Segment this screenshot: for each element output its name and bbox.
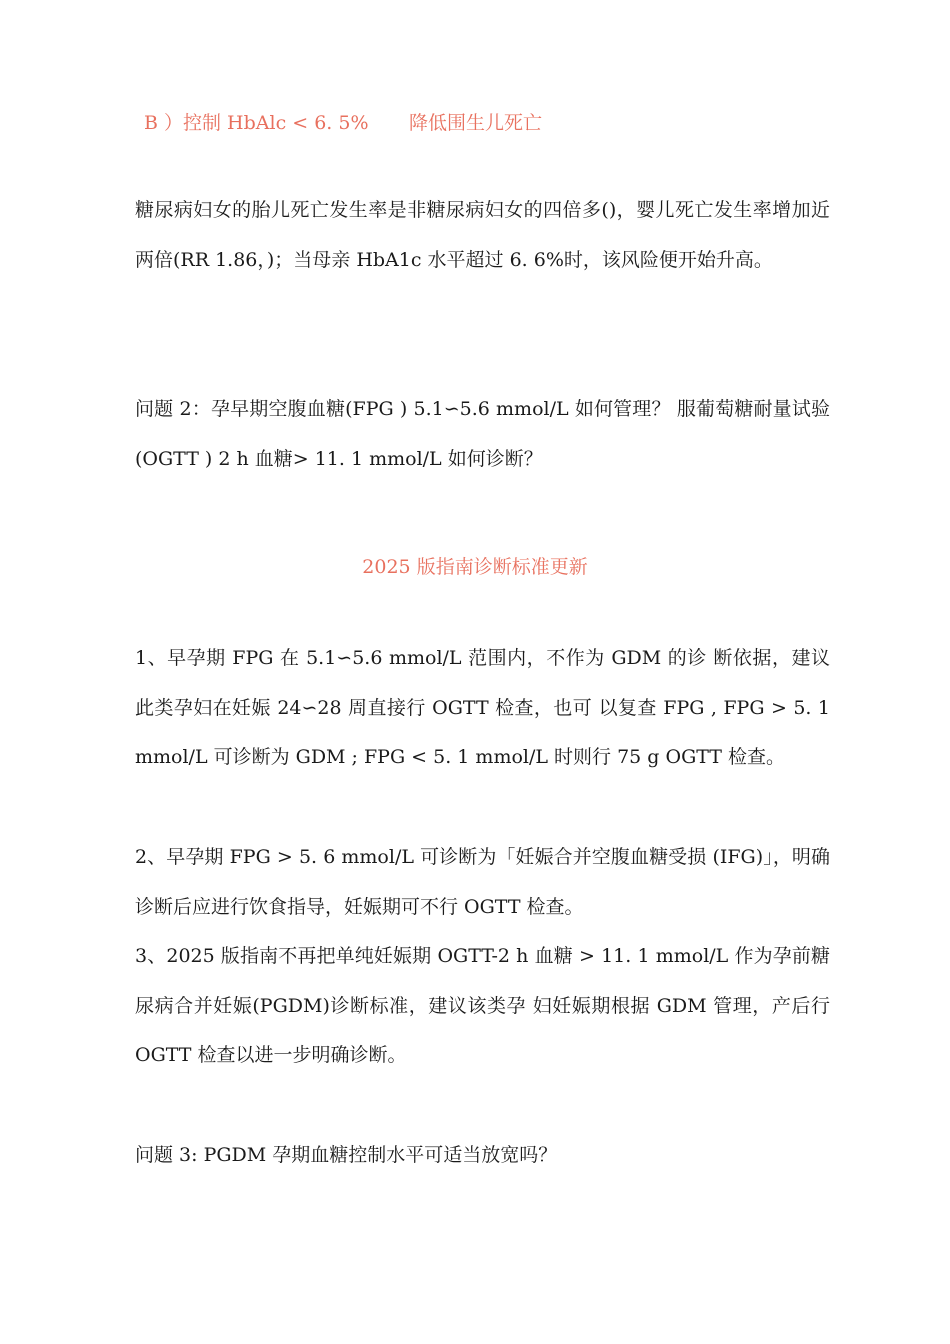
section-heading: 2025 版指南诊断标准更新 bbox=[362, 556, 588, 578]
highlight-line-left: B ）控制 HbAlc < 6. 5% bbox=[144, 112, 369, 134]
list-item-1: 1、早孕期 FPG 在 5.1∽5.6 mmol/L 范围内，不作为 GDM 的诊 断依据，建议此类孕妇在妊娠 24∽28 周直接行 OGTT 检查，也可 以复查 FPG , FPG > 5. 1 mmol/L 可诊断为 GDM ; FPG < 5. 1 mmol/L 时则行 75 g OGTT 检查。 bbox=[135, 647, 830, 768]
question-2: 问题 2：孕早期空腹血糖(FPG ) 5.1∽5.6 mmol/L 如何管理？ 服葡萄糖耐量试验(OGTT ) 2 h 血糖> 11. 1 mmol/L 如何诊断？ bbox=[135, 398, 830, 470]
paragraph-fetal-mortality: 糖尿病妇女的胎儿死亡发生率是非糖尿病妇女的四倍多()，婴儿死亡发生率增加近两倍(RR 1.86，)；当母亲 HbA1c 水平超过 6. 6%时，该风险便开始升高。 bbox=[135, 199, 830, 271]
list-item-3: 3、2025 版指南不再把单纯妊娠期 OGTT-2 h 血糖 > 11. 1 mmol/L 作为孕前糖尿病合并妊娠(PGDM)诊断标准，建议该类孕 妇妊娠期根据 GDM 管理，产后行 OGTT 检查以进一步明确诊断。 bbox=[135, 945, 830, 1066]
list-item-2: 2、早孕期 FPG > 5. 6 mmol/L 可诊断为「妊娠合并空腹血糖受损 (IFG)」，明确诊断后应进行饮食指导，妊娠期可不行 OGTT 检查。 bbox=[135, 846, 830, 918]
question-3: 问题 3: PGDM 孕期血糖控制水平可适当放宽吗？ bbox=[135, 1144, 558, 1166]
highlight-line bbox=[144, 108, 543, 135]
highlight-line-right: 降低围生儿死亡 bbox=[409, 112, 543, 134]
